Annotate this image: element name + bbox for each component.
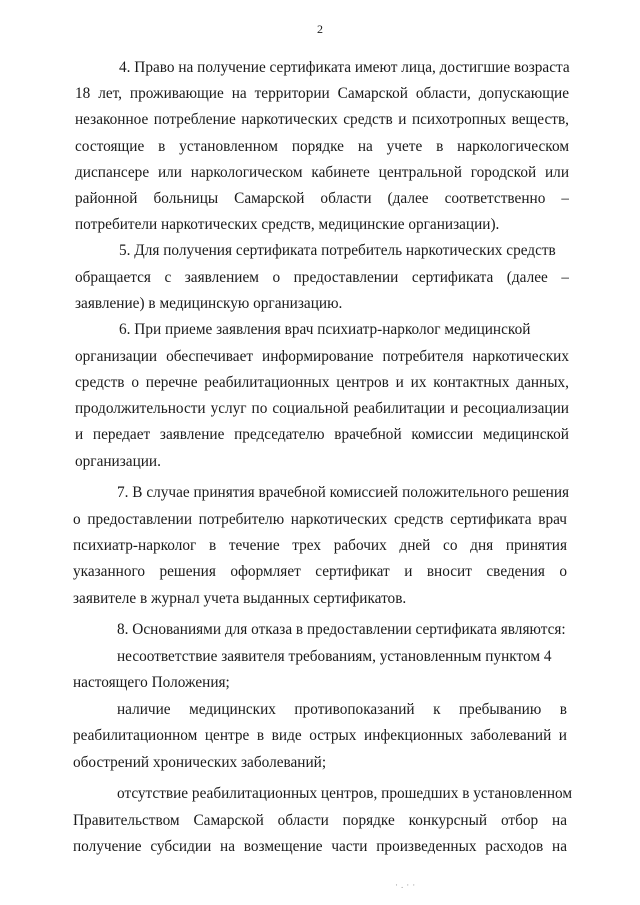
text-line: обращается с заявлением о предоставлении сертификата (далее – [75,269,569,286]
page-number: 2 [317,22,323,36]
text-line: незаконное потребление наркотических средств и психотропных веществ, [75,111,569,128]
text-line: настоящего Положения; [73,674,230,691]
text-line: 4. Право на получение сертификата имеют лица, достигшие возраста [119,59,570,76]
text-line: несоответствие заявителя требованиям, установленным пунктом 4 [117,648,552,665]
text-line: и передает заявление председателю врачебной комиссии медицинской [75,426,569,443]
scan-specks: ·.·· [395,880,419,890]
text-line: состоящие в установленном порядке на учете в наркологическом [75,138,569,155]
text-line: заявление) в медицинскую организацию. [75,295,343,312]
text-line: средств о перечне реабилитационных центров и их контактных данных, [75,374,569,391]
text-line: 18 лет, проживающие на территории Самарской области, допускающие [75,85,569,102]
text-line: продолжительности услуг по социальной реабилитации и ресоциализации [75,400,569,417]
text-line: психиатр-нарколог в течение трех рабочих дней со дня принятия [73,537,567,554]
text-line: указанного решения оформляет сертификат и вносит сведения о [73,563,567,580]
text-line: организации обеспечивает информирование потребителя наркотических [75,348,569,365]
text-line: Правительством Самарской области порядке конкурсный отбор на [73,812,567,829]
text-line: 5. Для получения сертификата потребитель наркотических средств [119,242,556,259]
text-line: отсутствие реабилитационных центров, прошедших в установленном [117,785,573,802]
text-line: получение субсидии на возмещение части произведенных расходов на [73,838,567,855]
text-line: обострений хронических заболеваний; [73,754,327,771]
text-line: реабилитационном центре в виде острых инфекционных заболеваний и [73,727,567,744]
text-line: потребители наркотических средств, медицинские организации). [75,216,500,233]
text-line: наличие медицинских противопоказаний к пребыванию в [117,701,567,718]
text-line: 7. В случае принятия врачебной комиссией положительного решения [117,484,570,501]
text-line: районной больницы Самарской области (далее соответственно – [75,190,569,207]
text-line: о предоставлении потребителю наркотических средств сертификата врач [73,511,567,528]
text-line: 6. При приеме заявления врач психиатр-нарколог медицинской [119,321,531,338]
text-line: заявителе в журнал учета выданных сертификатов. [73,590,407,607]
text-line: организации. [75,453,161,470]
text-line: диспансере или наркологическом кабинете центральной городской или [75,164,569,181]
text-line: 8. Основаниями для отказа в предоставлении сертификата являются: [117,621,566,638]
